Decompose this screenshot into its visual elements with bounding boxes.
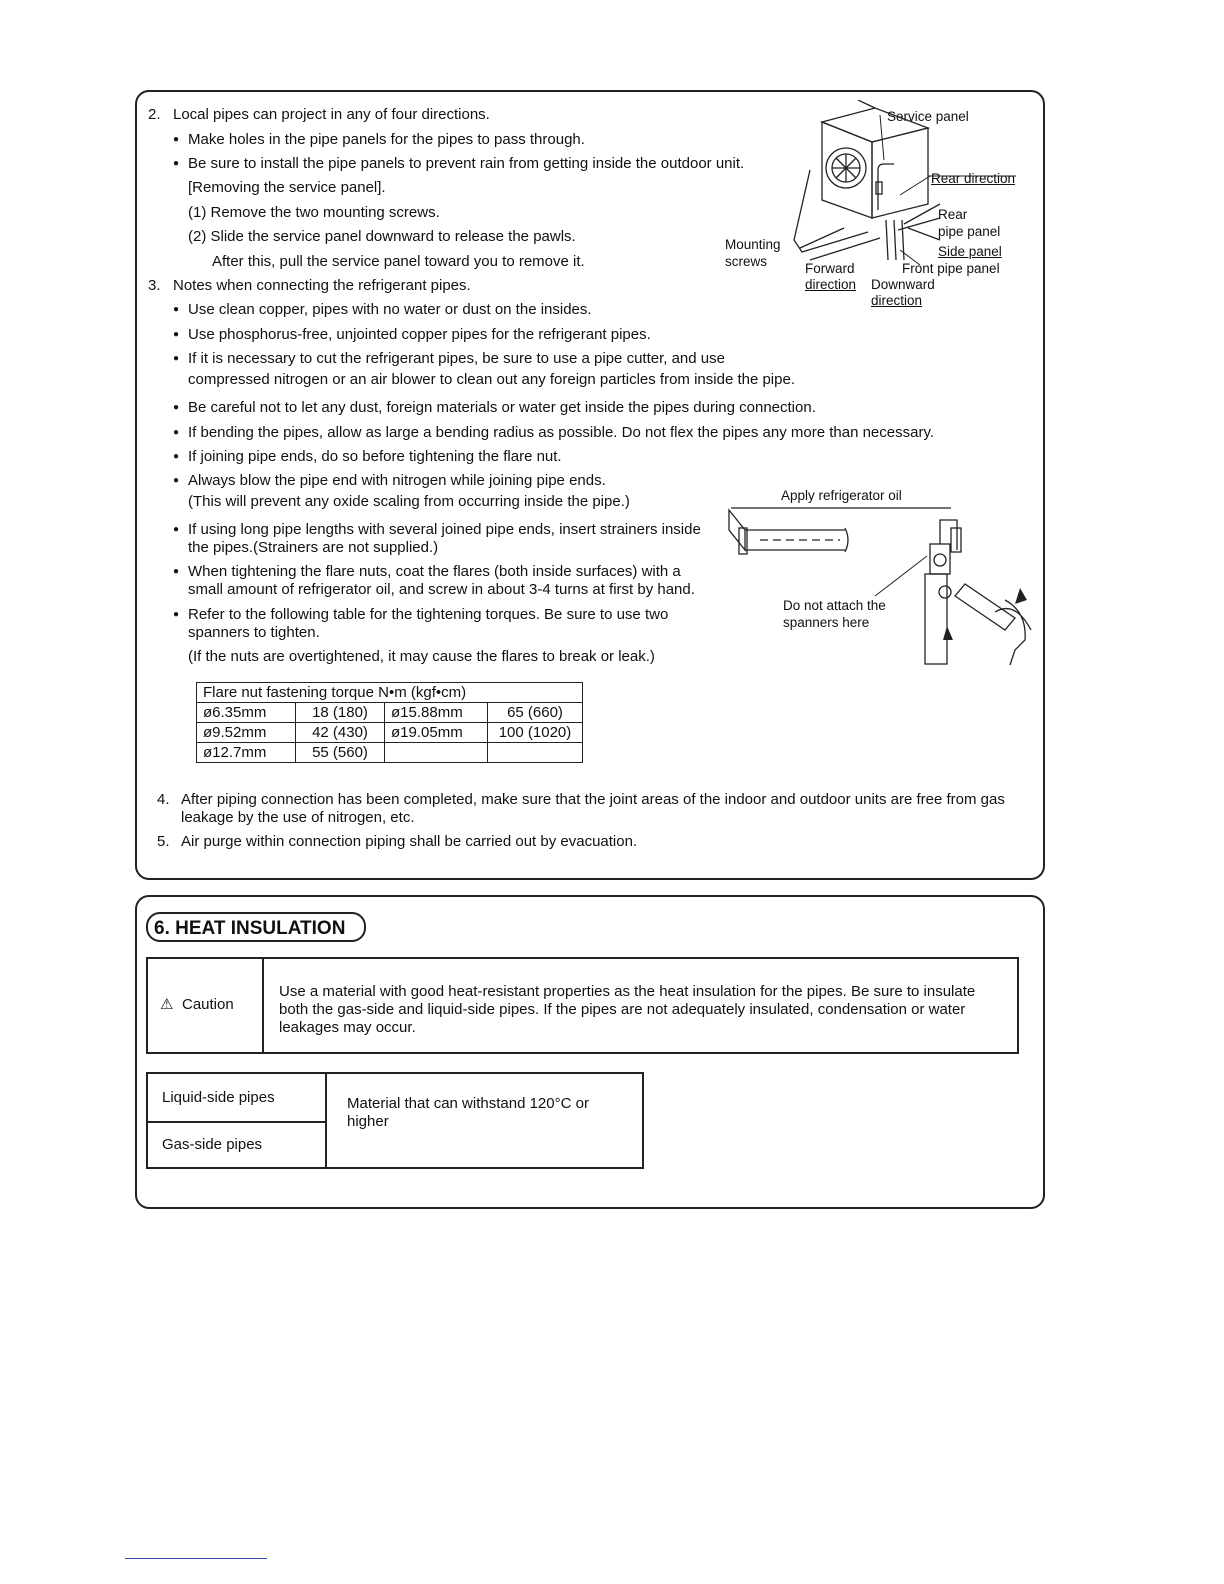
caution-text: both the gas-side and liquid-side pipes. If the pipes are not adequately insulated, condensation or water	[279, 1001, 966, 1018]
table-cell: ø12.7mm	[197, 743, 296, 763]
label-rear: Rear	[938, 207, 968, 222]
bullet-text-cont: the pipes.(Strainers are not supplied.)	[188, 539, 439, 556]
flare-nut-diagram	[715, 500, 1035, 670]
section-heading: 6. HEAT INSULATION	[146, 912, 366, 942]
table-header-row	[197, 683, 583, 703]
item-title: Local pipes can project in any of four directions.	[173, 106, 490, 123]
label-mounting: Mounting	[725, 237, 781, 252]
label-downward: Downward	[871, 277, 935, 292]
table-cell: 42 (430)	[296, 723, 385, 743]
bullet-text: ● Be sure to install the pipe panels to prevent rain from getting inside the outdoor unit.	[188, 155, 744, 173]
bullet-text-cont: (If the nuts are overtightened, it may cause the flares to break or leak.)	[188, 648, 655, 665]
table-cell: 100 (1020)	[488, 723, 583, 743]
label-no-spanner: Do not attach the	[783, 598, 886, 613]
table-row	[197, 723, 583, 743]
table-cell: ø9.52mm	[197, 723, 296, 743]
material-text: Material that can withstand 120°C or	[347, 1095, 589, 1112]
item-number: 4.	[157, 791, 170, 808]
sub-heading: [Removing the service panel].	[188, 179, 386, 196]
item-title: Notes when connecting the refrigerant pipes.	[173, 277, 471, 294]
bullet-text: ● If joining pipe ends, do so before tightening the flare nut.	[188, 448, 562, 466]
liquid-side-label: Liquid-side pipes	[162, 1089, 275, 1106]
item-text: leakage by the use of nitrogen, etc.	[181, 809, 415, 826]
bullet-text: ● Refer to the following table for the tightening torques. Be sure to use two	[188, 606, 668, 624]
divider	[262, 957, 264, 1054]
item-number: 2.	[148, 106, 161, 123]
table-cell: 65 (660)	[488, 703, 583, 723]
bullet-text-cont: spanners to tighten.	[188, 624, 320, 641]
gas-side-label: Gas-side pipes	[162, 1136, 263, 1153]
bullet-text: ● If it is necessary to cut the refrigerant pipes, be sure to use a pipe cutter, and use	[188, 350, 725, 368]
item-number: 3.	[148, 277, 161, 294]
footnote-rule	[125, 1558, 267, 1559]
label-forward-direction: direction	[805, 277, 857, 292]
caution-label: Caution	[182, 996, 234, 1013]
caution-text: Use a material with good heat-resistant properties as the heat insulation for the pipes. Be sure to insulate	[279, 983, 976, 1000]
divider	[146, 1121, 326, 1123]
label-pipe-panel: pipe panel	[938, 224, 1001, 239]
material-text: higher	[347, 1113, 389, 1130]
bullet-text: ● Be careful not to let any dust, foreign materials or water get inside the pipes during connection.	[188, 399, 816, 417]
item-text: After piping connection has been completed, make sure that the joint areas of the indoor and outdoor units are free from gas	[181, 791, 1005, 808]
bullet-text: ● When tightening the flare nuts, coat the flares (both inside surfaces) with a	[188, 563, 681, 581]
caution-text: leakages may occur.	[279, 1019, 416, 1036]
bullet-text: ● Use phosphorus-free, unjointed copper pipes for the refrigerant pipes.	[188, 326, 651, 344]
step-text: (1) Remove the two mounting screws.	[188, 204, 440, 221]
table-cell: ø15.88mm	[385, 703, 488, 723]
bullet-text-cont: small amount of refrigerator oil, and screw in about 3-4 turns at first by hand.	[188, 581, 695, 598]
label-service-panel: Service panel	[887, 109, 969, 124]
label-no-spanner-2: spanners here	[783, 615, 870, 630]
label-apply-oil: Apply refrigerator oil	[781, 488, 902, 503]
table-cell: 18 (180)	[296, 703, 385, 723]
label-front-pipe-panel: Front pipe panel	[902, 261, 1000, 276]
torque-table	[196, 682, 583, 763]
bullet-text: ● Make holes in the pipe panels for the pipes to pass through.	[188, 131, 585, 149]
table-row	[197, 743, 583, 763]
bullet-text: ● Always blow the pipe end with nitrogen while joining pipe ends.	[188, 472, 606, 490]
step-text: (2) Slide the service panel downward to release the pawls.	[188, 228, 576, 245]
item-text: Air purge within connection piping shall be carried out by evacuation.	[181, 833, 638, 850]
bullet-text: ● If using long pipe lengths with several joined pipe ends, insert strainers inside	[188, 521, 701, 539]
step-text: After this, pull the service panel toward you to remove it.	[212, 253, 585, 270]
table-cell	[385, 743, 488, 763]
label-forward: Forward	[805, 261, 855, 276]
table-row	[197, 703, 583, 723]
table-cell: 55 (560)	[296, 743, 385, 763]
item-number: 5.	[157, 833, 170, 850]
label-screws: screws	[725, 254, 768, 269]
table-header: Flare nut fastening torque N•m (kgf•cm)	[197, 683, 583, 703]
label-downward-direction: direction	[871, 293, 923, 308]
bullet-text-cont: compressed nitrogen or an air blower to clean out any foreign particles from inside the pipe.	[188, 371, 795, 388]
bullet-text: ● Use clean copper, pipes with no water or dust on the insides.	[188, 301, 592, 319]
table-cell: ø19.05mm	[385, 723, 488, 743]
label-rear-direction: Rear direction	[931, 171, 1016, 186]
table-cell	[488, 743, 583, 763]
warning-triangle-icon: ⚠	[160, 996, 174, 1013]
label-side-panel: Side panel	[938, 244, 1002, 259]
bullet-text-cont: (This will prevent any oxide scaling from occurring inside the pipe.)	[188, 493, 630, 510]
table-cell: ø6.35mm	[197, 703, 296, 723]
bullet-text: ● If bending the pipes, allow as large a bending radius as possible. Do not flex the pipes any more than necessary.	[188, 424, 934, 442]
